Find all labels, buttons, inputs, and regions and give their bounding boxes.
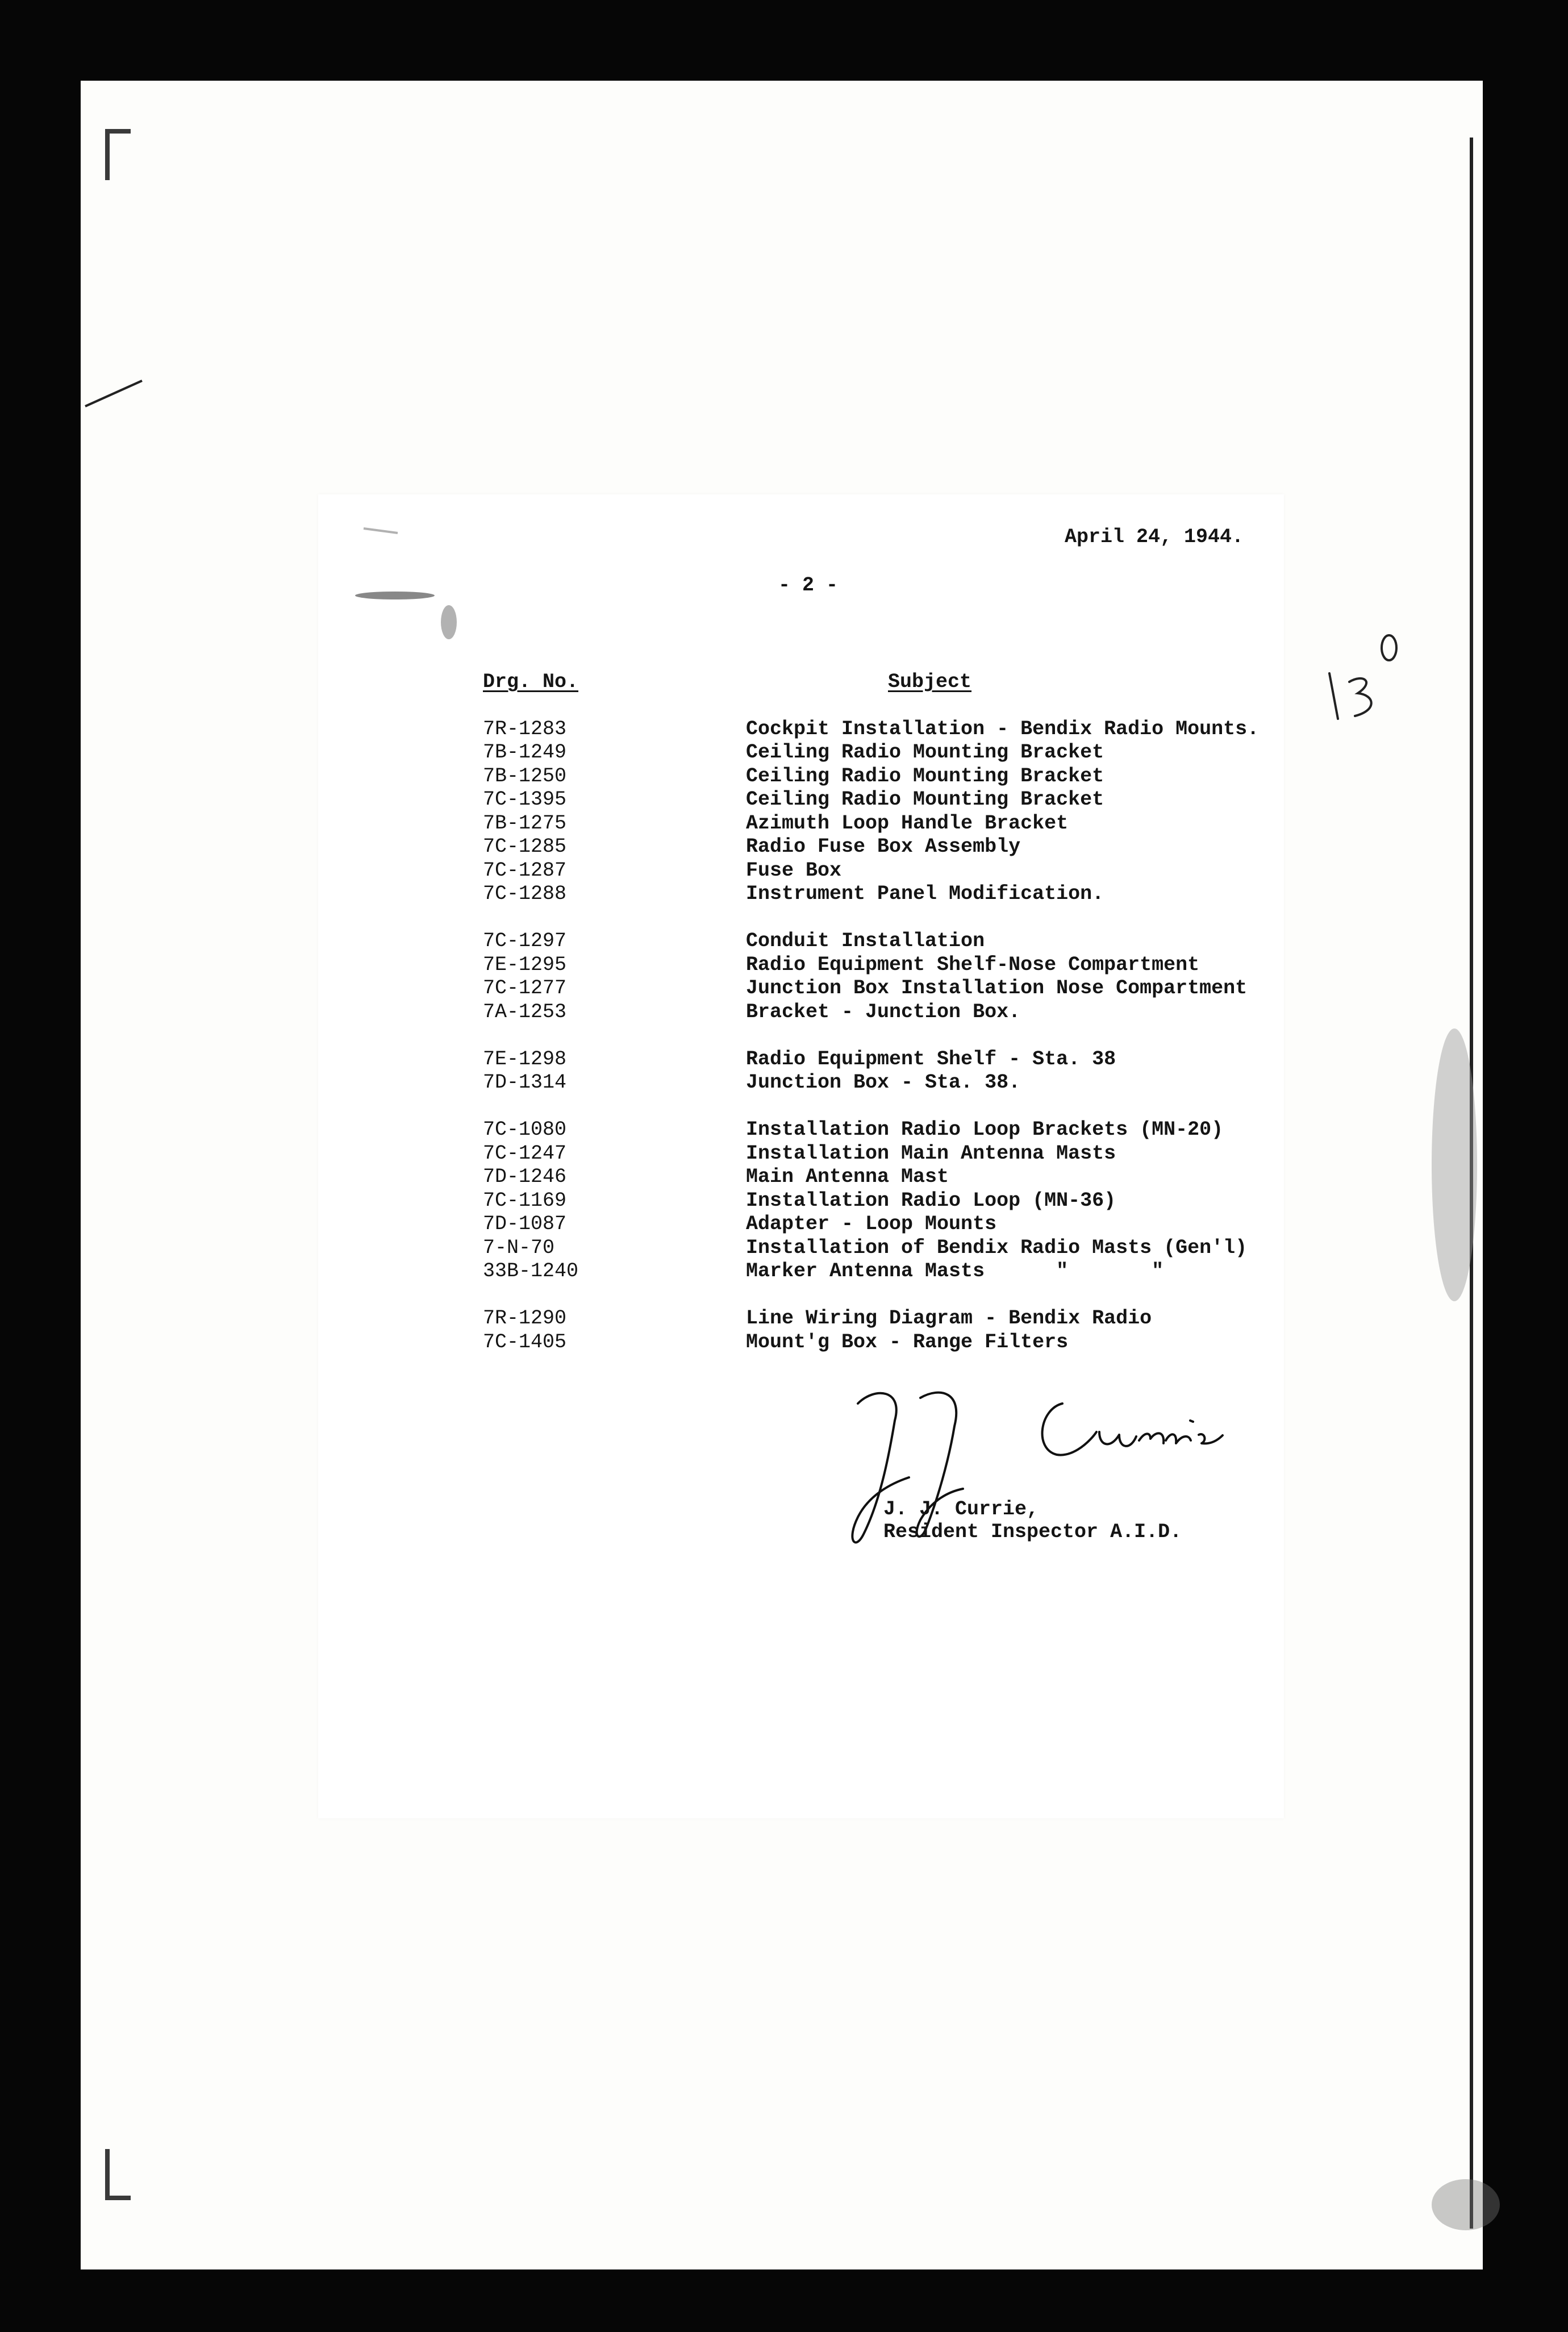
drawing-number: 7C-1247 [483, 1142, 567, 1165]
drawing-row [483, 1118, 1259, 1142]
drawing-row [483, 1000, 1259, 1024]
drawing-row [483, 1213, 1259, 1236]
drawing-subject: Installation Main Antenna Masts [746, 1142, 1116, 1165]
drawing-number: 7C-1405 [483, 1330, 567, 1354]
drawing-subject: Junction Box - Sta. 38. [746, 1071, 1021, 1094]
drawing-number: 7A-1253 [483, 1000, 567, 1023]
drawing-number: 7C-1288 [483, 882, 567, 906]
drawing-number: 7C-1169 [483, 1189, 567, 1212]
drawing-subject: Conduit Installation [746, 930, 985, 953]
letter-date: April 24, 1944. [1065, 526, 1244, 548]
drawing-number: 7-N-70 [483, 1236, 555, 1259]
drawing-subject: Ceiling Radio Mounting Bracket [746, 788, 1104, 811]
drawing-subject: Radio Equipment Shelf-Nose Compartment [746, 953, 1200, 976]
drawing-row [483, 1047, 1259, 1071]
signer-name: J. J. Currie, [883, 1498, 1039, 1521]
group-spacer [483, 1094, 1259, 1118]
drawing-number: 7C-1395 [483, 788, 567, 811]
drawing-number: 7R-1290 [483, 1307, 567, 1330]
drawing-row [483, 1307, 1259, 1331]
drawing-row [483, 717, 1259, 741]
drawing-row [483, 788, 1259, 812]
drawing-row [483, 882, 1259, 906]
drawing-subject: Line Wiring Diagram - Bendix Radio [746, 1307, 1152, 1330]
drawing-row [483, 1142, 1259, 1165]
drawing-number: 7B-1275 [483, 811, 567, 835]
header-subject: Subject [888, 671, 972, 693]
drawing-subject: Installation of Bendix Radio Masts (Gen'l) [746, 1236, 1248, 1259]
drawing-row [483, 835, 1259, 859]
drawing-row [483, 930, 1259, 953]
drawing-subject: Cockpit Installation - Bendix Radio Mounts. [746, 717, 1260, 740]
drawing-subject: Mount'g Box - Range Filters [746, 1330, 1069, 1354]
drawing-subject: Adapter - Loop Mounts [746, 1213, 997, 1236]
drawing-subject: Installation Radio Loop Brackets (MN-20) [746, 1118, 1224, 1142]
drawing-subject: Instrument Panel Modification. [746, 882, 1104, 906]
drawing-row [483, 1189, 1259, 1213]
drawing-number: 7B-1249 [483, 741, 567, 764]
header-drawing-number: Drg. No. [483, 671, 579, 693]
group-spacer [483, 906, 1259, 930]
drawing-row [483, 1330, 1259, 1354]
drawing-number: 7C-1080 [483, 1118, 567, 1142]
drawing-number: 7C-1297 [483, 930, 567, 953]
drawing-subject: Azimuth Loop Handle Bracket [746, 811, 1069, 835]
drawing-row [483, 1165, 1259, 1189]
drawing-number: 7E-1295 [483, 953, 567, 976]
drawing-subject: Radio Equipment Shelf - Sta. 38 [746, 1047, 1116, 1071]
drawing-row [483, 741, 1259, 765]
drawing-number: 7B-1250 [483, 764, 567, 788]
drawing-row [483, 953, 1259, 977]
drawing-number: 7C-1287 [483, 859, 567, 882]
margin-handwritten-note [1318, 628, 1409, 724]
drawing-row [483, 977, 1259, 1001]
drawing-subject: Ceiling Radio Mounting Bracket [746, 741, 1104, 764]
drawing-number: 7D-1246 [483, 1165, 567, 1189]
drawing-row [483, 811, 1259, 835]
drawing-subject: Fuse Box [746, 859, 842, 882]
group-spacer [483, 1283, 1259, 1307]
drawing-subject: Radio Fuse Box Assembly [746, 835, 1021, 859]
drawing-subject: Ceiling Radio Mounting Bracket [746, 764, 1104, 788]
drawing-row [483, 764, 1259, 788]
drawing-subject: Marker Antenna Masts " " [746, 1260, 1164, 1283]
drawing-subject: Installation Radio Loop (MN-36) [746, 1189, 1116, 1212]
drawing-number: 7C-1285 [483, 835, 567, 859]
drawing-number: 7E-1298 [483, 1047, 567, 1071]
drawing-subject: Bracket - Junction Box. [746, 1000, 1021, 1023]
drawing-number: 7R-1283 [483, 717, 567, 740]
page-number: - 2 - [778, 574, 839, 597]
drawing-number: 33B-1240 [483, 1260, 579, 1283]
drawing-row [483, 1260, 1259, 1284]
drawing-list [483, 717, 1259, 1354]
drawing-number: 7D-1314 [483, 1071, 567, 1094]
drawing-row [483, 1236, 1259, 1260]
drawing-row [483, 1071, 1259, 1095]
drawing-subject: Main Antenna Mast [746, 1165, 949, 1189]
drawing-row [483, 859, 1259, 882]
drawing-subject: Junction Box Installation Nose Compartment [746, 977, 1248, 1000]
group-spacer [483, 1024, 1259, 1048]
drawing-number: 7C-1277 [483, 977, 567, 1000]
signer-title: Resident Inspector A.I.D. [883, 1521, 1182, 1543]
drawing-number: 7D-1087 [483, 1213, 567, 1236]
